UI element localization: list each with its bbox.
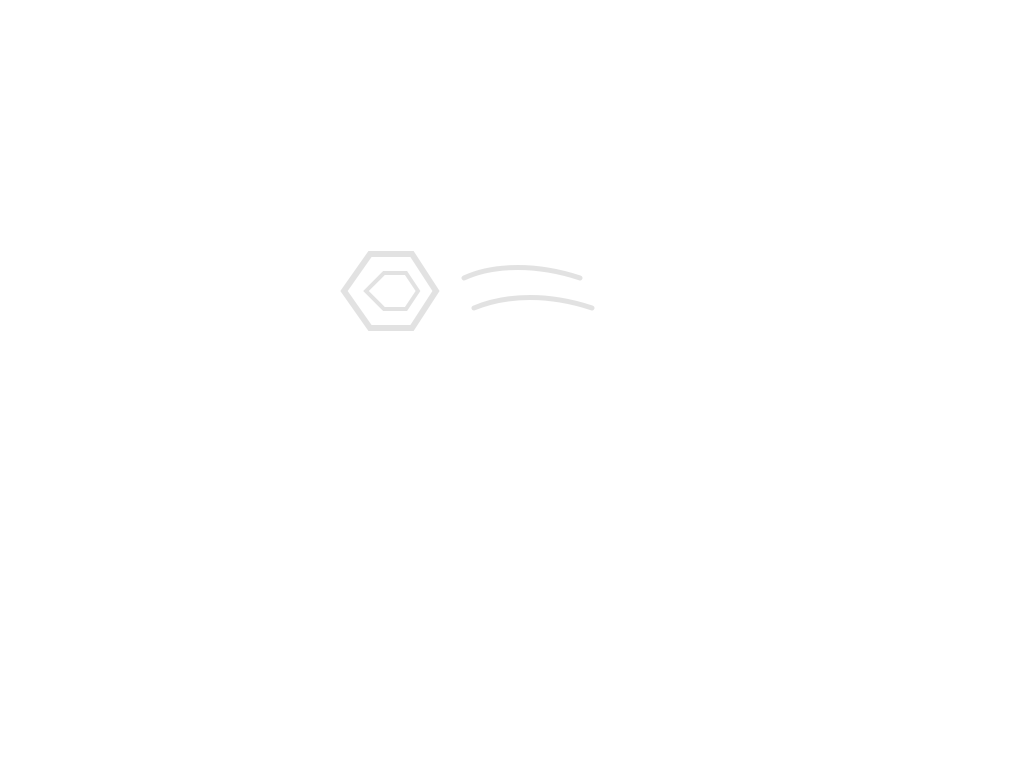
terms-paragraph [8, 640, 1016, 736]
intro-paragraph [8, 70, 1016, 128]
document-content [8, 0, 1016, 783]
property-specs-paragraph [8, 164, 1016, 564]
